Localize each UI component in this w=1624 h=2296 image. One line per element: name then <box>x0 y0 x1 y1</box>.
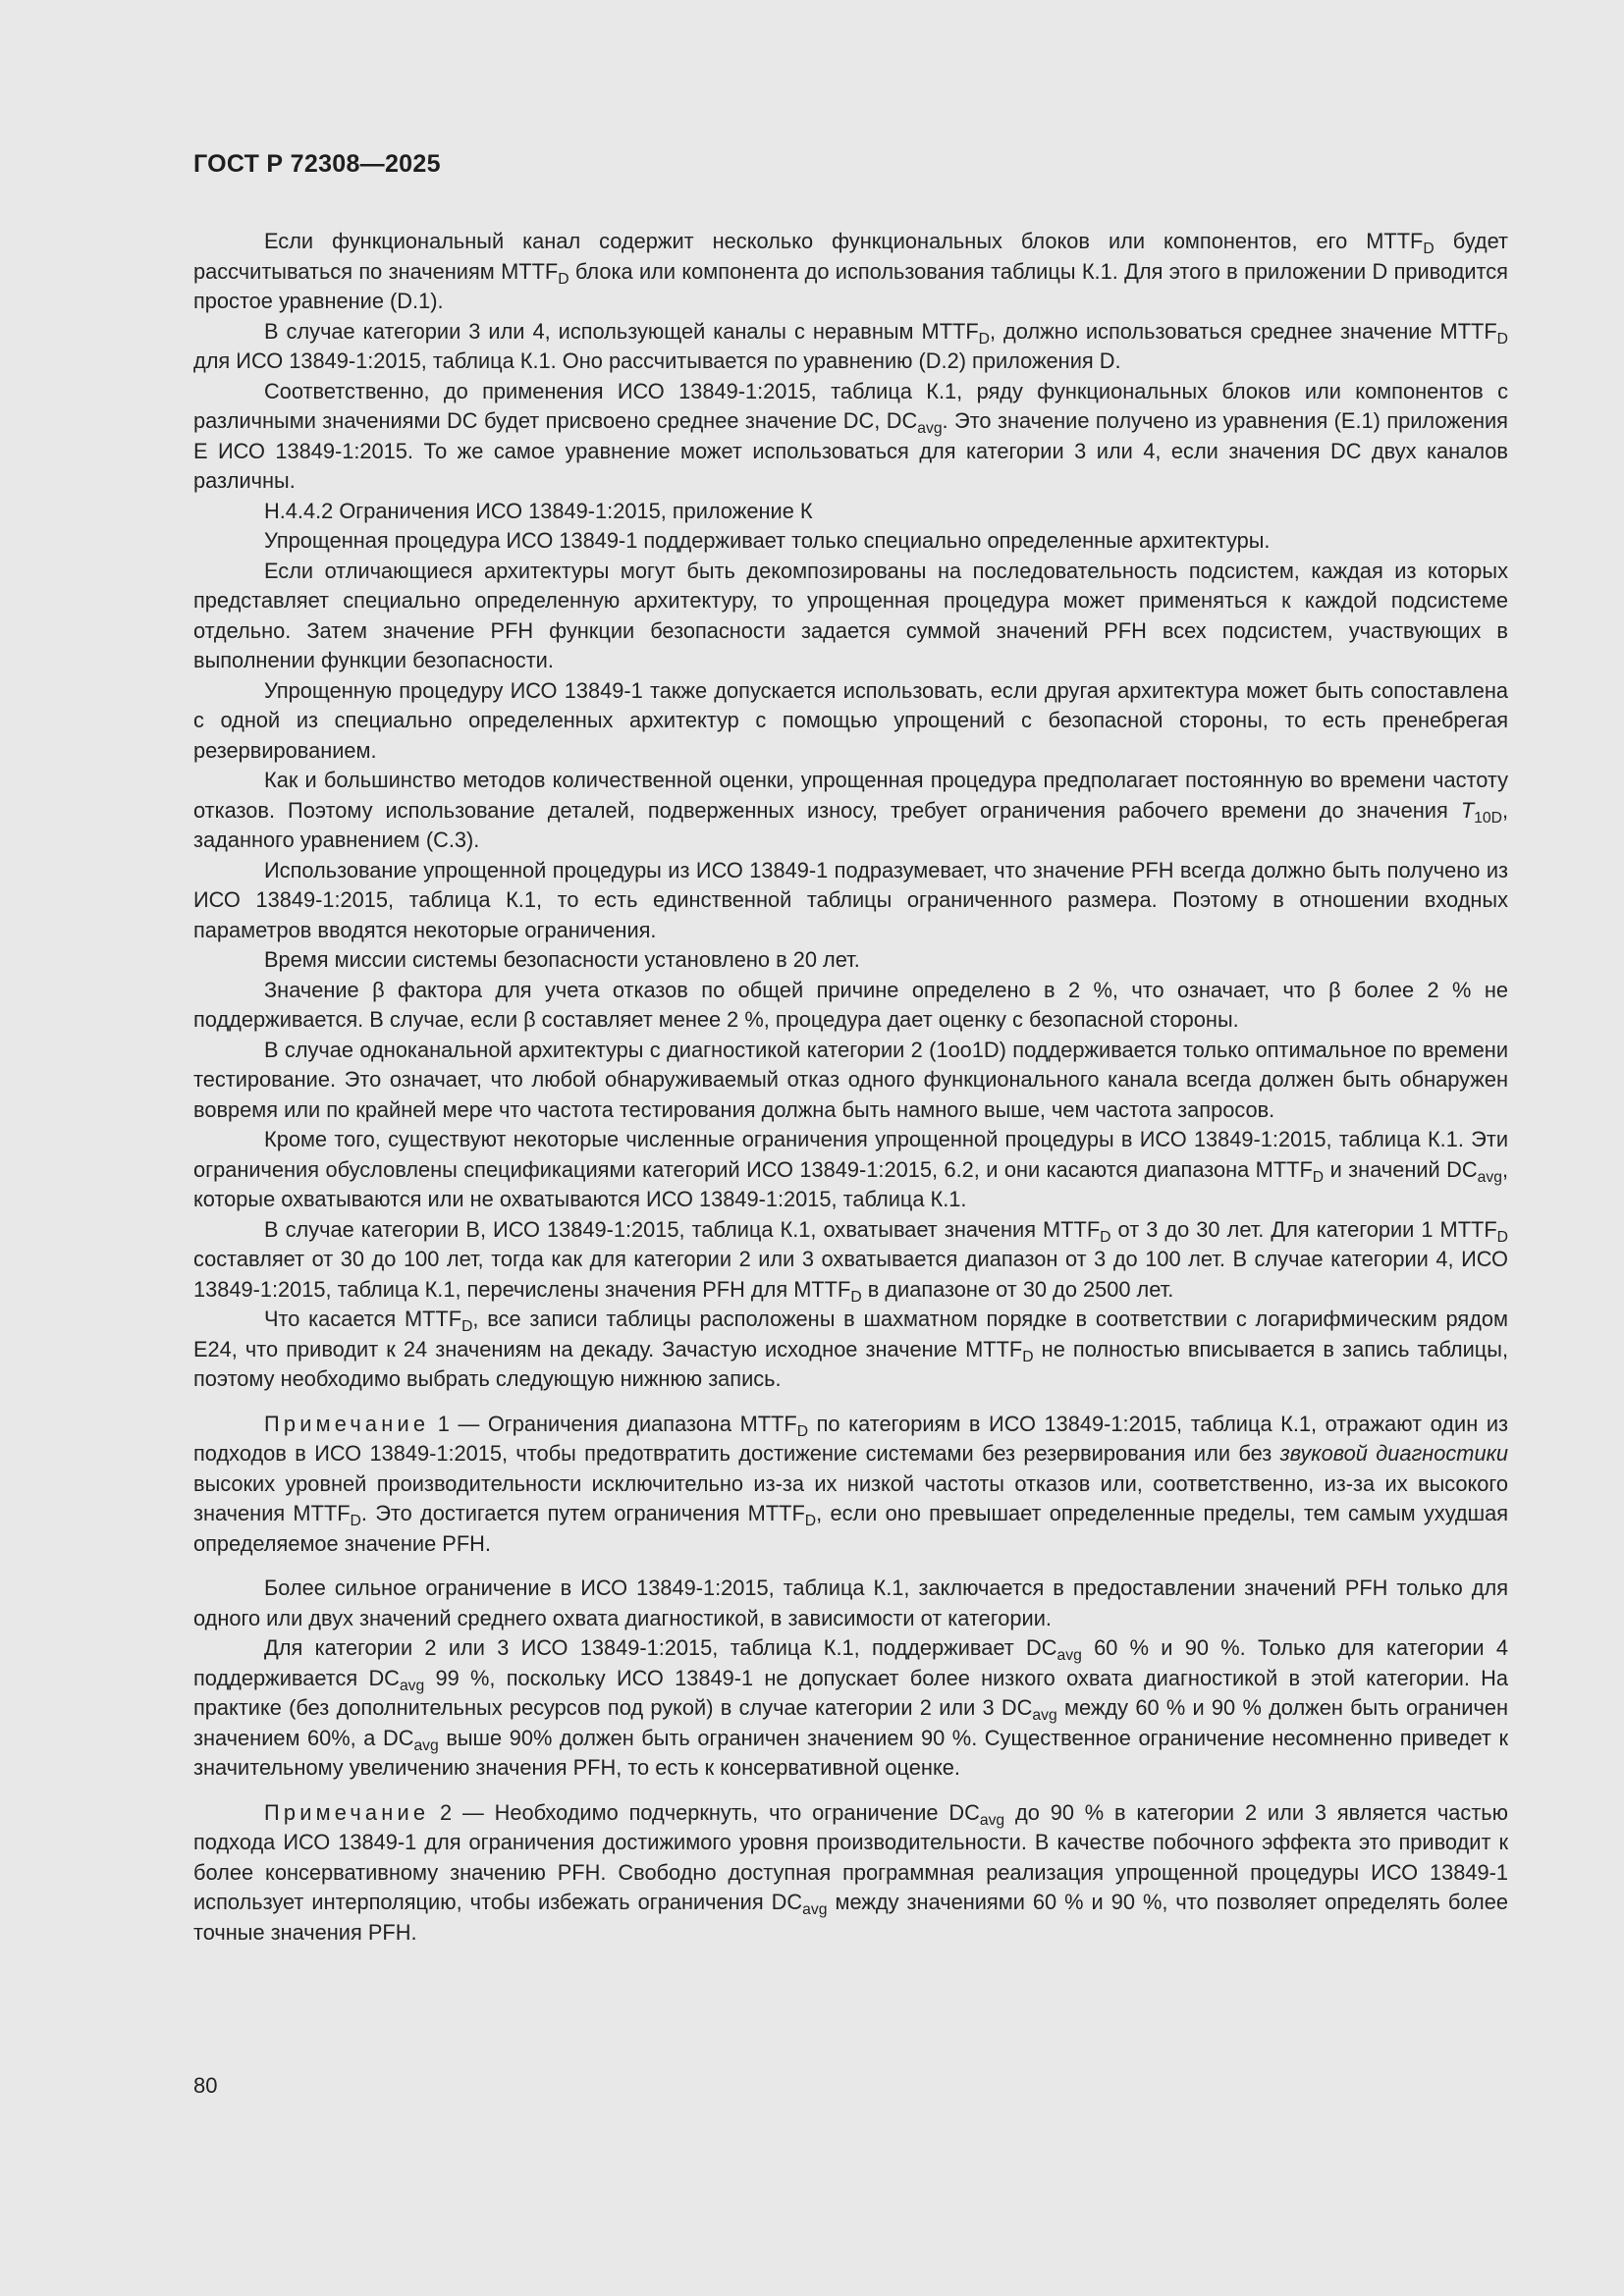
paragraph: Соответственно, до применения ИСО 13849-1:2015, таблица К.1, ряду функциональных блоков или компонентов с различными значениями DC будет присвоено среднее значение DC, $DC_{avg}$. Это значение получено из уравнения (E.1) приложения E ИСО 13849-1:2015. То же самое уравнение может использоваться для категории 3 или 4, если значения DC двух каналов различны. <box>193 378 1508 493</box>
note-1: Примечание 1 — Ограничения диапазона $MTTF_D$ по категориям в ИСО 13849-1:2015, таблица К.1, отражают один из подходов в ИСО 13849-1:2015, чтобы предотвратить достижение системами без резервирования или без звуковой диагностики высоких уровней производительности исключительно из-за их низкой частоты отказов или, соответственно, из-за их высокого значения $MTTF_D$. Это достигается путем ограничения $MTTF_D$, если оно превышает определенные пределы, тем самым ухудшая определяемое значение PFH. <box>193 1411 1508 1556</box>
note-label: Примечание <box>264 1411 430 1436</box>
paragraph: В случае одноканальной архитектуры с диагностикой категории 2 (1oo1D) поддерживается только оптимальное по времени тестирование. Это означает, что любой обнаруживаемый отказ одного функционального канала всегда должен быть обнаружен вовремя или по крайней мере что частота тестирования должна быть намного выше, чем частота запросов. <box>193 1037 1508 1122</box>
paragraph: Кроме того, существуют некоторые численные ограничения упрощенной процедуры в ИСО 13849-1:2015, таблица К.1. Эти ограничения обусловлены спецификациями категорий ИСО 13849-1:2015, 6.2, и они касаются диапазона $MTTF_D$ и значений $DC_{avg}$, которые охватываются или не охватываются ИСО 13849-1:2015, таблица К.1. <box>193 1127 1509 1211</box>
paragraph: Упрощенная процедура ИСО 13849-1 поддерживает только специально определенные архитектуры. <box>264 528 1271 553</box>
page-number: 80 <box>193 2073 218 2098</box>
paragraph: Использование упрощенной процедуры из ИСО 13849-1 подразумевает, что значение PFH всегда должно быть получено из ИСО 13849-1:2015, таблица К.1, то есть единственной таблицы ограниченного размера. Поэтому в отношении входных параметров вводятся некоторые ограничения. <box>193 857 1508 942</box>
paragraph: Что касается $MTTF_D$, все записи таблицы расположены в шахматном порядке в соответствии с логарифмическим рядом E24, что приводит к 24 значениям на декаду. Зачастую исходное значение $MTTF_D$ не полностью вписывается в запись таблицы, поэтому необходимо выбрать следующую нижнюю запись. <box>193 1307 1508 1391</box>
paragraph: В случае категории B, ИСО 13849-1:2015, таблица К.1, охватывает значения $MTTF_D$ от 3 до 30 лет. Для категории 1 $MTTF_D$ составляет от 30 до 100 лет, тогда как для категории 2 или 3 охватывается диапазон от 3 до 100 лет. В случае категории 4, ИСО 13849-1:2015, таблица К.1, перечислены значения PFH для $MTTF_D$ в диапазоне от 30 до 2500 лет. <box>193 1216 1508 1306</box>
paragraph: В случае категории 3 или 4, использующей каналы с неравным $MTTF_D$, должно использоваться среднее значение $MTTF_D$ для ИСО 13849-1:2015, таблица К.1. Оно рассчитывается по уравнению (D.2) приложения D. <box>193 318 1508 373</box>
paragraph: Для категории 2 или 3 ИСО 13849-1:2015, таблица К.1, поддерживает $DC_{avg}$ 60 % и 90 %. Только для категории 4 поддерживается $DC_{avg}$ 99 %, поскольку ИСО 13849-1 не допускает более низкого охвата диагностикой в этой категории. На практике (без дополнительных ресурсов под рукой) в случае категории 2 или 3 $DC_{avg}$ между 60 % и 90 % должен быть ограничен значением 60%, а $DC_{avg}$ выше 90% должен быть ограничен значением 90 %. Существенное ограничение несомненно приведет к значительному увеличению значения PFH, то есть к консервативной оценке. <box>193 1635 1509 1780</box>
paragraph: Если отличающиеся архитектуры могут быть декомпозированы на последовательность подсистем, каждая из которых представляет специально определенную архитектуру, то упрощенная процедура может применяться к каждой подсистеме отдельно. Затем значение PFH функции безопасности задается суммой значений PFH всех подсистем, участвующих в выполнении функции безопасности. <box>193 558 1508 672</box>
paragraph: Значение β фактора для учета отказов по общей причине определено в 2 %, что означает, что β более 2 % не поддерживается. В случае, если β составляет менее 2 %, процедура дает оценку с безопасной стороны. <box>193 977 1508 1032</box>
document-header: ГОСТ Р 72308—2025 <box>193 150 441 178</box>
paragraph: Упрощенную процедуру ИСО 13849-1 также допускается использовать, если другая архитектура может быть сопоставлена с одной из специально определенных архитектур с помощью упрощений с безопасной стороны, то есть пренебрегая резервированием. <box>193 677 1508 763</box>
section-heading: Н.4.4.2 Ограничения ИСО 13849-1:2015, приложение К <box>264 498 813 523</box>
document-body <box>193 227 1508 1962</box>
note-2: Примечание 2 — Необходимо подчеркнуть, что ограничение $DC_{avg}$ до 90 % в категории 2 или 3 является частью подхода ИСО 13849-1 для ограничения достижимого уровня производительности. В качестве побочного эффекта это приводит к более консервативному значению PFH. Свободно доступная программная реализация упрощенной процедуры ИСО 13849-1 использует интерполяцию, чтобы избежать ограничения $DC_{avg}$ между значениями 60 % и 90 %, что позволяет определять более точные значения PFH. <box>193 1799 1509 1945</box>
paragraph: Время миссии системы безопасности установлено в 20 лет. <box>264 947 860 972</box>
paragraph: Более сильное ограничение в ИСО 13849-1:2015, таблица К.1, заключается в предоставлении значений PFH только для одного или двух значений среднего охвата диагностикой, в зависимости от категории. <box>193 1575 1508 1630</box>
note-label: Примечание <box>264 1799 430 1825</box>
paragraph: Как и большинство методов количественной оценки, упрощенная процедура предполагает постоянную во времени частоту отказов. Поэтому использование деталей, подверженных износу, требует ограничения рабочего времени до значения $T_{10D}$, заданного уравнением (С.3). <box>193 768 1508 852</box>
paragraph: Если функциональный канал содержит несколько функциональных блоков или компонентов, его $MTTF_D$ будет рассчитываться по значениям $MTTF_D$ блока или компонента до использования таблицы К.1. Для этого в приложении D приводится простое уравнение (D.1). <box>193 229 1508 313</box>
